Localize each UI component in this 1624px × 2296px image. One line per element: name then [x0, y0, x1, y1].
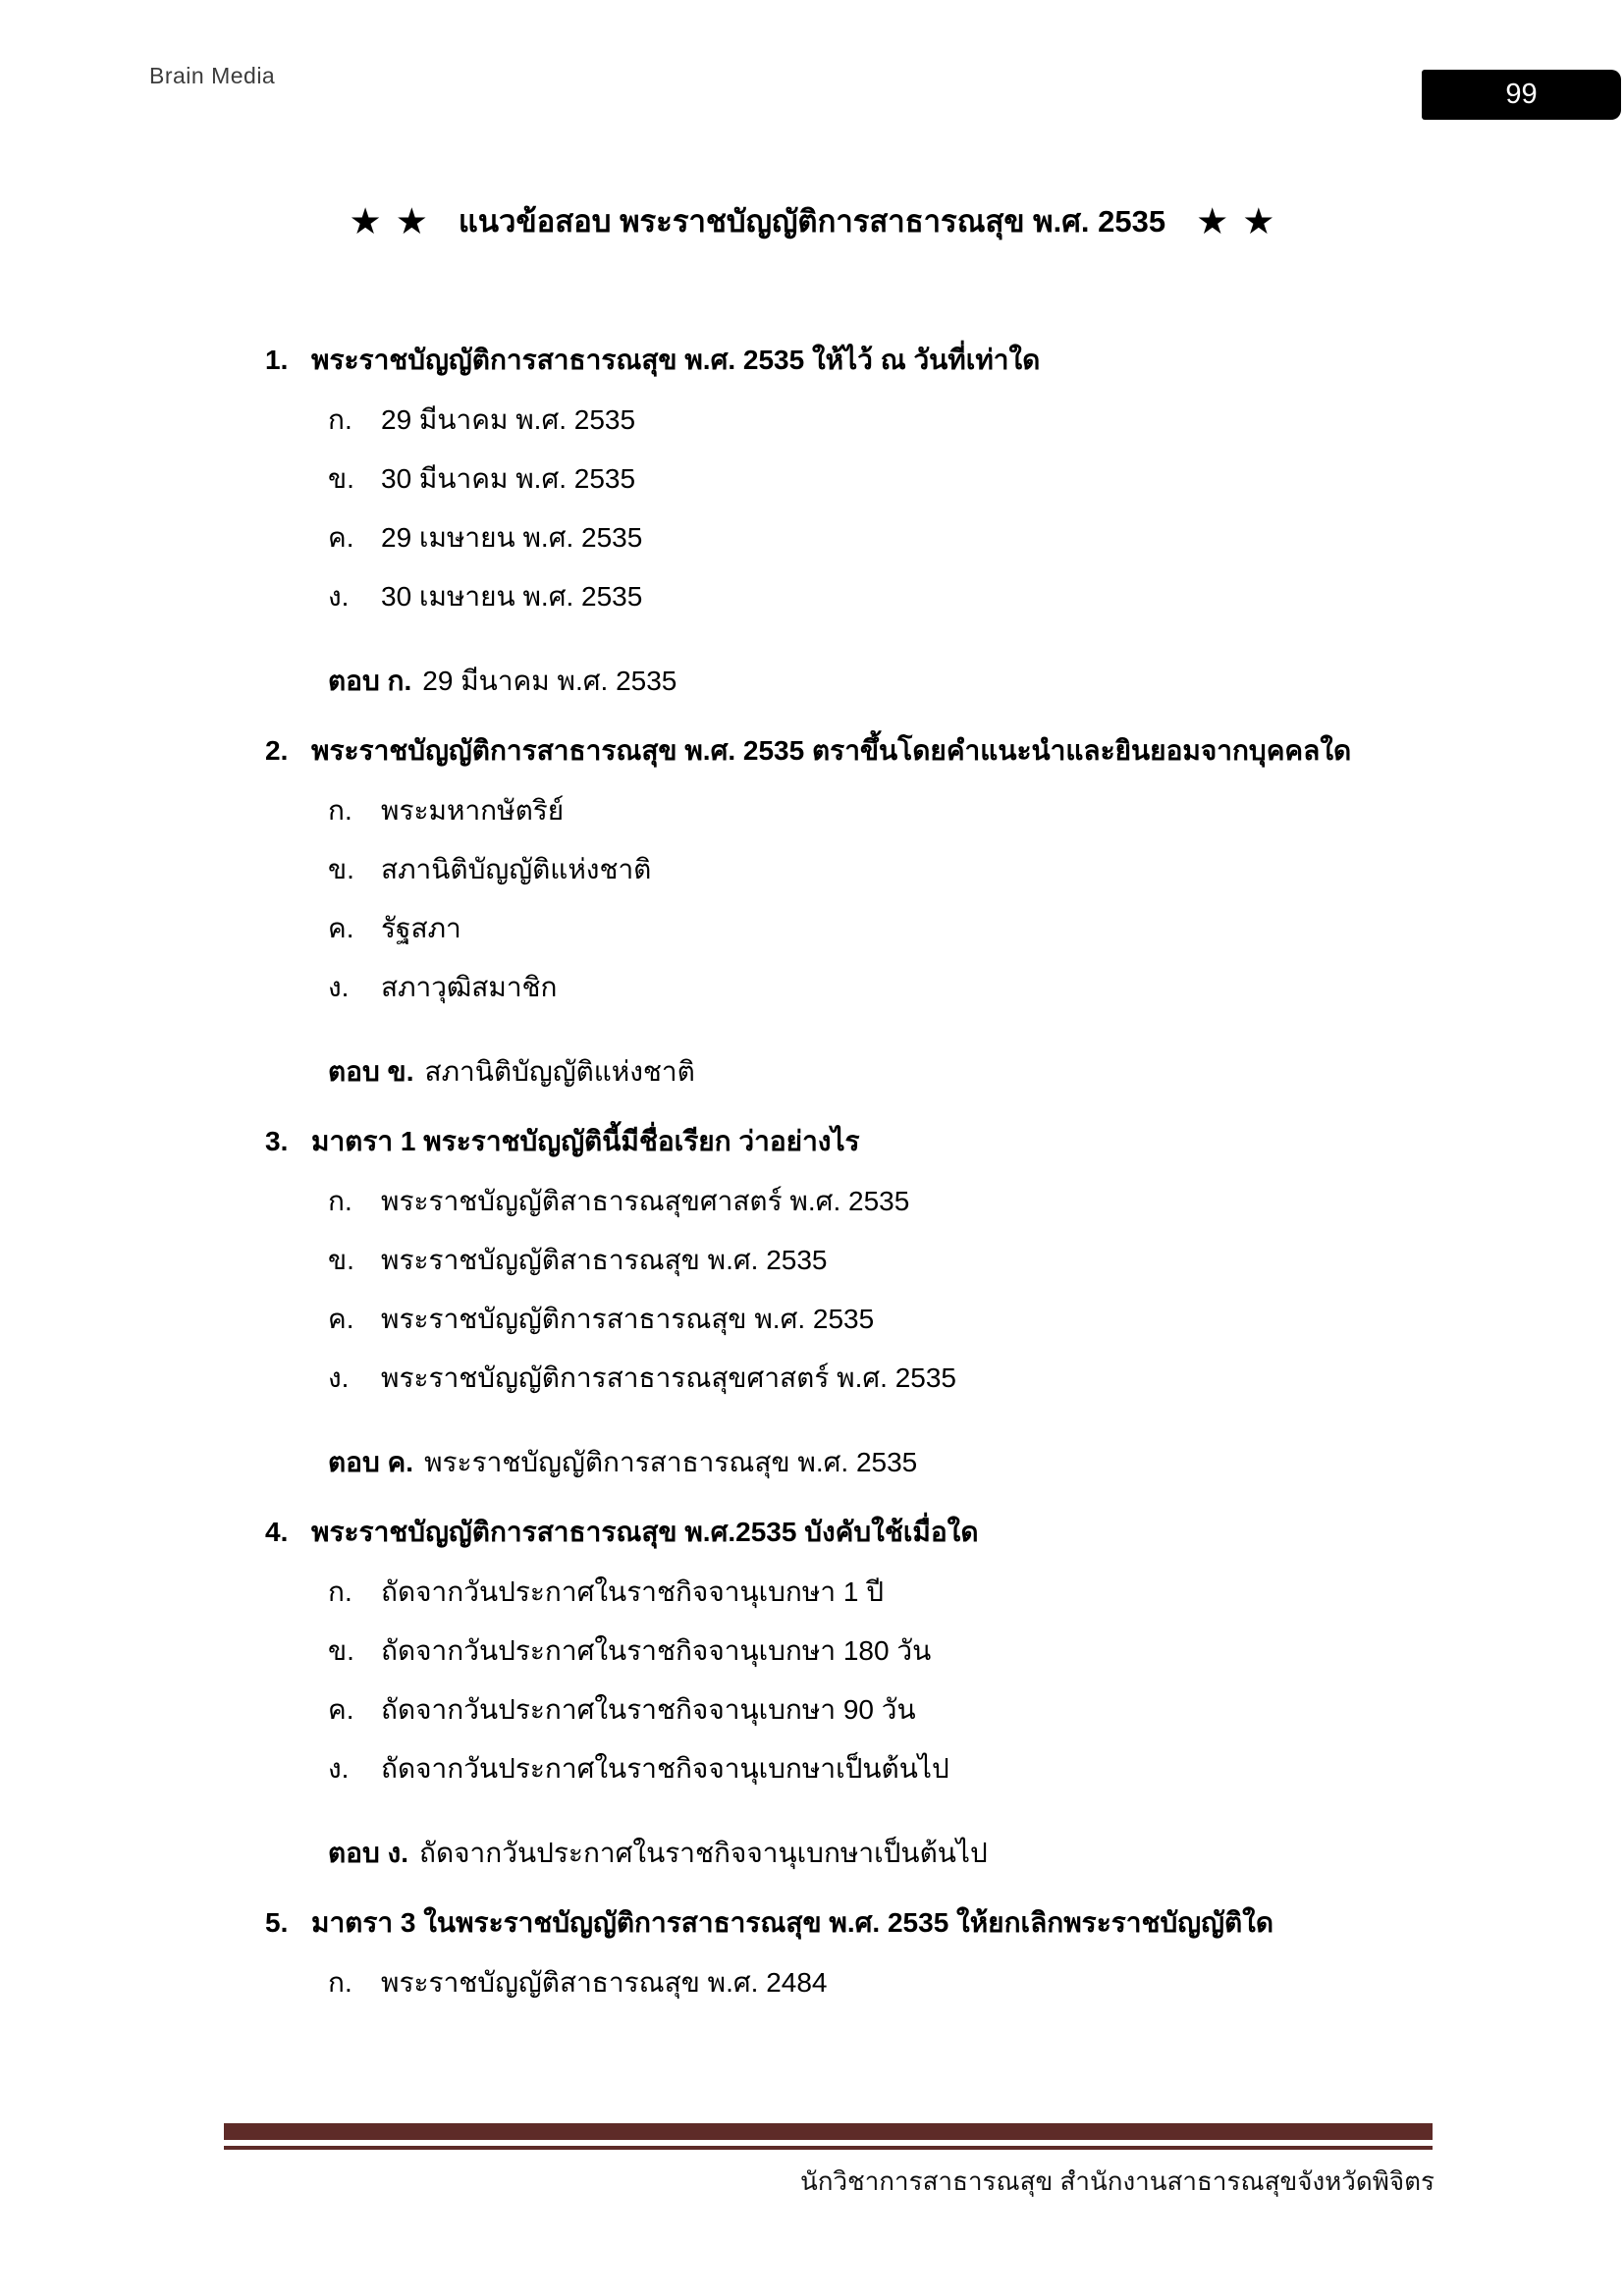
- answer-label: ตอบ ก.: [328, 666, 412, 696]
- question-item: [265, 721, 1473, 1101]
- option-letter: ข.: [328, 463, 354, 494]
- star-icon: ★: [1242, 200, 1275, 241]
- question-item: [265, 1111, 1473, 1492]
- star-icon: ★: [349, 200, 382, 241]
- answer-text: ถัดจากวันประกาศในราชกิจจานุเบกษาเป็นต้นไป: [419, 1838, 988, 1868]
- option-letter: ค.: [328, 522, 354, 553]
- option-text: พระราชบัญญัติสาธารณสุขศาสตร์ พ.ศ. 2535: [381, 1186, 910, 1216]
- answer-label: ตอบ ข.: [328, 1056, 414, 1087]
- option-item: [328, 1172, 1473, 1231]
- star-icon: ★: [395, 200, 428, 241]
- options-list: [328, 391, 1473, 626]
- option-item: [328, 1231, 1473, 1290]
- question-text: พระราชบัญญัติการสาธารณสุข พ.ศ. 2535 ให้ไว้ ณ วันที่เท่าใด: [311, 345, 1041, 375]
- footer-credit: นักวิชาการสาธารณสุข สำนักงานสาธารณสุขจังหวัดพิจิตร: [799, 2166, 1435, 2196]
- option-text: ถัดจากวันประกาศในราชกิจจานุเบกษาเป็นต้นไป: [381, 1753, 949, 1784]
- option-letter: ค.: [328, 913, 354, 943]
- options-list: [328, 1563, 1473, 1798]
- answer-line: [328, 652, 1473, 711]
- option-item: [328, 1290, 1473, 1349]
- answer-text: พระราชบัญญัติการสาธารณสุข พ.ศ. 2535: [424, 1447, 918, 1477]
- option-item: [328, 567, 1473, 626]
- footer-rule-thin: [224, 2146, 1433, 2150]
- questions-list: [265, 330, 1473, 2012]
- option-text: พระมหากษัตริย์: [381, 795, 565, 826]
- option-item: [328, 1953, 1473, 2012]
- option-letter: ก.: [328, 795, 352, 826]
- question-line: [265, 1502, 1473, 1563]
- option-text: ถัดจากวันประกาศในราชกิจจานุเบกษา 1 ปี: [381, 1576, 884, 1607]
- question-item: [265, 330, 1473, 711]
- question-number: 5.: [265, 1907, 289, 1938]
- answer-label: ตอบ ง.: [328, 1838, 409, 1868]
- question-item: [265, 1502, 1473, 1883]
- options-list: [328, 1172, 1473, 1408]
- option-letter: ค.: [328, 1304, 354, 1334]
- option-letter: ข.: [328, 1245, 354, 1275]
- option-item: [328, 899, 1473, 958]
- option-letter: ข.: [328, 1635, 354, 1666]
- option-item: [328, 391, 1473, 450]
- option-item: [328, 1739, 1473, 1798]
- answer-line: [328, 1433, 1473, 1492]
- document-title-row: [0, 196, 1624, 245]
- option-item: [328, 1681, 1473, 1739]
- option-text: ถัดจากวันประกาศในราชกิจจานุเบกษา 90 วัน: [381, 1694, 916, 1725]
- option-text: พระราชบัญญัติการสาธารณสุขศาสตร์ พ.ศ. 2535: [381, 1362, 957, 1393]
- page-number-box: [1422, 70, 1621, 120]
- answer-line: [328, 1042, 1473, 1101]
- option-item: [328, 508, 1473, 567]
- option-letter: ข.: [328, 854, 354, 884]
- options-list: [328, 781, 1473, 1017]
- option-text: พระราชบัญญัติสาธารณสุข พ.ศ. 2484: [381, 1967, 828, 1998]
- question-number: 3.: [265, 1126, 289, 1156]
- answer-text: สภานิติบัญญัติแห่งชาติ: [424, 1056, 695, 1087]
- question-line: [265, 330, 1473, 391]
- option-text: 30 มีนาคม พ.ศ. 2535: [381, 463, 636, 494]
- option-letter: ก.: [328, 1576, 352, 1607]
- option-item: [328, 450, 1473, 508]
- answer-text: 29 มีนาคม พ.ศ. 2535: [422, 666, 677, 696]
- question-item: [265, 1893, 1473, 2012]
- option-text: รัฐสภา: [381, 913, 461, 943]
- option-text: 29 เมษายน พ.ศ. 2535: [381, 522, 643, 553]
- options-list: [328, 1953, 1473, 2012]
- question-number: 2.: [265, 735, 289, 766]
- footer-rule-thick: [224, 2123, 1433, 2140]
- answer-line: [328, 1824, 1473, 1883]
- question-number: 4.: [265, 1517, 289, 1547]
- option-letter: ก.: [328, 404, 352, 435]
- option-letter: ก.: [328, 1186, 352, 1216]
- option-letter: ง.: [328, 972, 350, 1002]
- question-line: [265, 721, 1473, 781]
- option-text: พระราชบัญญัติสาธารณสุข พ.ศ. 2535: [381, 1245, 828, 1275]
- question-line: [265, 1893, 1473, 1953]
- page-number: 99: [1505, 79, 1538, 110]
- answer-label: ตอบ ค.: [328, 1447, 414, 1477]
- page-title: แนวข้อสอบ พระราชบัญญัติการสาธารณสุข พ.ศ. 2535: [458, 204, 1166, 239]
- option-text: พระราชบัญญัติการสาธารณสุข พ.ศ. 2535: [381, 1304, 875, 1334]
- option-item: [328, 1622, 1473, 1681]
- option-text: ถัดจากวันประกาศในราชกิจจานุเบกษา 180 วัน: [381, 1635, 932, 1666]
- question-text: พระราชบัญญัติการสาธารณสุข พ.ศ.2535 บังคับใช้เมื่อใด: [311, 1517, 979, 1547]
- option-item: [328, 958, 1473, 1017]
- question-text: พระราชบัญญัติการสาธารณสุข พ.ศ. 2535 ตราขึ้นโดยคำแนะนำและยินยอมจากบุคคลใด: [311, 735, 1352, 766]
- option-letter: ก.: [328, 1967, 352, 1998]
- question-number: 1.: [265, 345, 289, 375]
- star-icon: ★: [1196, 200, 1229, 241]
- brand-text: Brain Media: [149, 63, 276, 88]
- question-text: มาตรา 3 ในพระราชบัญญัติการสาธารณสุข พ.ศ. 2535 ให้ยกเลิกพระราชบัญญัติใด: [311, 1907, 1274, 1938]
- question-text: มาตรา 1 พระราชบัญญัตินี้มีชื่อเรียก ว่าอย่างไร: [311, 1126, 860, 1156]
- option-letter: ง.: [328, 1362, 350, 1393]
- option-letter: ง.: [328, 1753, 350, 1784]
- option-item: [328, 1563, 1473, 1622]
- option-item: [328, 1349, 1473, 1408]
- option-text: สภานิติบัญญัติแห่งชาติ: [381, 854, 652, 884]
- option-text: 29 มีนาคม พ.ศ. 2535: [381, 404, 636, 435]
- option-text: สภาวุฒิสมาชิก: [381, 972, 558, 1002]
- option-item: [328, 781, 1473, 840]
- option-text: 30 เมษายน พ.ศ. 2535: [381, 581, 643, 612]
- option-letter: ค.: [328, 1694, 354, 1725]
- option-item: [328, 840, 1473, 899]
- question-line: [265, 1111, 1473, 1172]
- option-letter: ง.: [328, 581, 350, 612]
